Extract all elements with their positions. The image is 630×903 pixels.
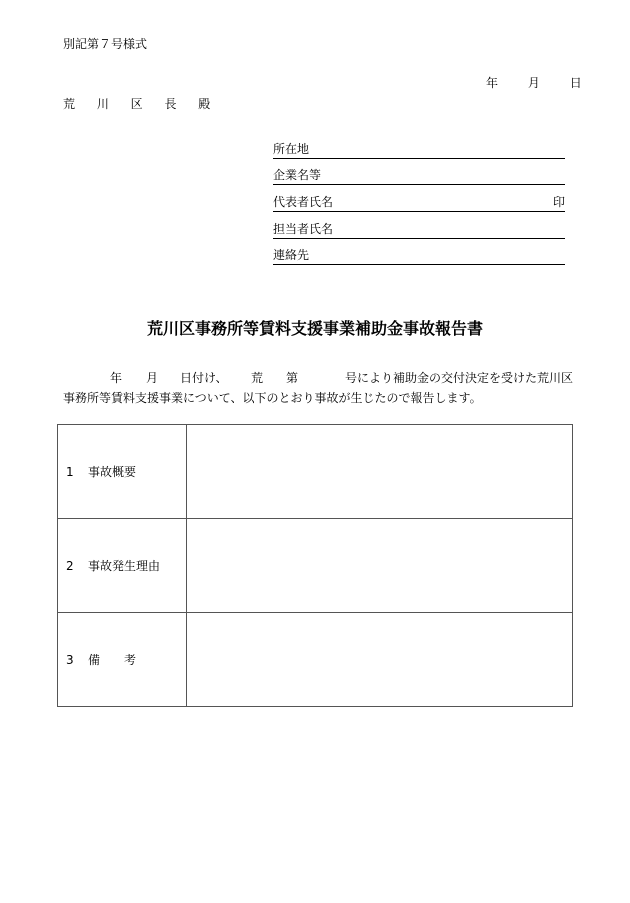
table-row	[58, 425, 573, 519]
contact-label: 連絡先	[273, 248, 310, 262]
accident-reason-cell[interactable]	[187, 519, 573, 613]
row-label: 事故発生理由	[88, 559, 161, 573]
body-line1-tail: 号により補助金の交付決定を受けた荒川区	[345, 371, 574, 385]
accident-summary-cell[interactable]	[187, 425, 573, 519]
address-field[interactable]	[273, 140, 565, 159]
contact-person-field[interactable]	[273, 220, 565, 239]
seal-mark: 印	[552, 195, 565, 209]
representative-label: 代表者氏名	[273, 195, 334, 209]
body-month: 月	[146, 371, 159, 385]
contact-person-label: 担当者氏名	[273, 222, 334, 236]
row-number: 2	[66, 559, 74, 573]
body-year: 年	[110, 371, 123, 385]
address-label: 所在地	[273, 142, 310, 156]
row-label: 備 考	[88, 653, 137, 667]
company-field[interactable]	[273, 166, 565, 185]
row-label: 事故概要	[88, 465, 137, 479]
row-number: 1	[66, 465, 74, 479]
addressee: 荒 川 区 長 殿	[63, 97, 220, 111]
body-dai: 第	[286, 371, 299, 385]
document-title: 荒川区事務所等賃料支援事業補助金事故報告書	[146, 319, 483, 338]
form-id: 別記第７号様式	[63, 37, 148, 51]
row-number: 3	[66, 653, 74, 667]
company-label: 企業名等	[273, 168, 322, 182]
contact-field[interactable]	[273, 246, 565, 265]
representative-field[interactable]	[273, 193, 565, 212]
remarks-cell[interactable]	[187, 613, 573, 707]
date-day: 日	[569, 76, 582, 90]
table-row	[58, 519, 573, 613]
date-year: 年	[486, 76, 499, 90]
table-row	[58, 613, 573, 707]
body-line2-text: 事務所等賃料支援事業について、以下のとおり事故が生じたので報告します。	[63, 391, 482, 405]
report-date	[486, 74, 582, 91]
body-day-dated: 日付け、	[180, 371, 228, 385]
row-header	[58, 425, 187, 519]
accident-table	[57, 424, 573, 707]
body-ara: 荒	[251, 371, 264, 385]
row-header	[58, 519, 187, 613]
row-header	[58, 613, 187, 707]
date-month: 月	[527, 76, 540, 90]
